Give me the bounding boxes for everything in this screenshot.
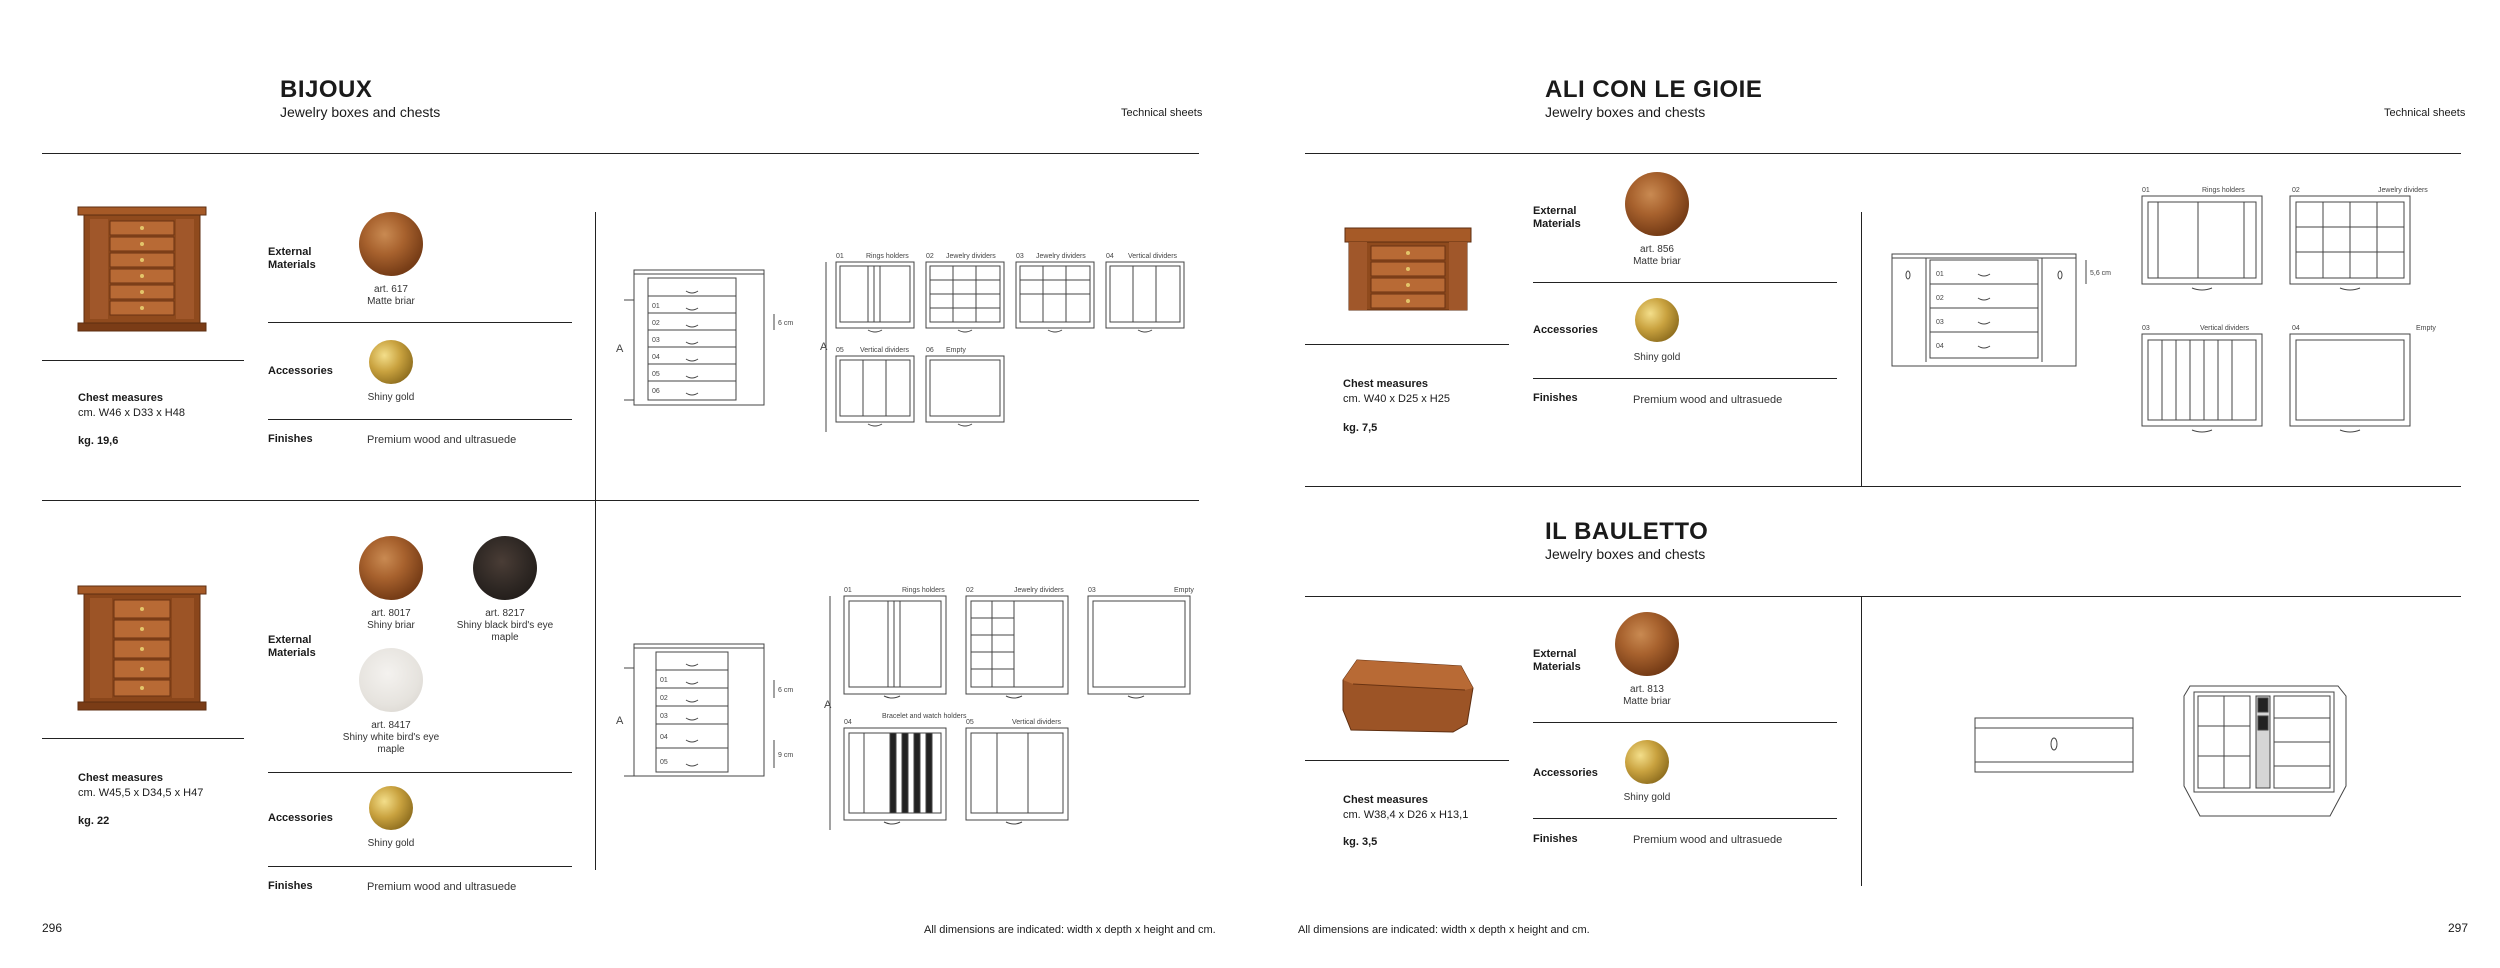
tray-03 <box>2142 325 2262 432</box>
divider <box>268 322 572 323</box>
svg-text:Empty: Empty <box>2416 325 2436 332</box>
divider <box>1305 760 1509 761</box>
tray-diagrams-3 <box>2140 186 2440 436</box>
svg-text:01: 01 <box>1936 271 1944 278</box>
technical-sheets-label: Technical sheets <box>1121 107 1203 119</box>
accessories-label: Accessories <box>1533 767 1598 779</box>
external-materials-label: External Materials <box>1533 205 1581 230</box>
header-divider <box>42 153 1199 154</box>
accessory-swatch-gold <box>369 786 413 830</box>
divider <box>1533 378 1837 379</box>
svg-text:02: 02 <box>660 695 668 702</box>
accessory-name: Shiny gold <box>367 392 415 403</box>
tray-05 <box>836 347 914 426</box>
accessory-name: Shiny gold <box>367 838 415 849</box>
svg-text:Vertical dividers: Vertical dividers <box>1128 253 1178 260</box>
material-name: Matte briar <box>1633 256 1681 267</box>
page-subtitle: Jewelry boxes and chests <box>1545 546 1706 562</box>
svg-text:A: A <box>616 715 624 727</box>
divider <box>268 772 572 773</box>
material-name: Shiny black bird's eye maple <box>456 620 554 643</box>
tray-04 <box>2290 325 2436 432</box>
svg-text:Rings holders: Rings holders <box>902 587 945 594</box>
finishes-value: Premium wood and ultrasuede <box>1633 834 1783 846</box>
svg-text:05: 05 <box>836 347 844 354</box>
svg-text:01: 01 <box>836 253 844 260</box>
material-swatch-shiny-briar <box>359 536 423 600</box>
svg-text:Vertical dividers: Vertical dividers <box>1012 719 1062 726</box>
page-title-il-bauletto: IL BAULETTO <box>1545 518 1709 545</box>
box-open-diagram-4 <box>2180 686 2350 820</box>
svg-text:Bracelet and watch holders: Bracelet and watch holders <box>882 713 967 720</box>
chest-front-diagram-1 <box>610 260 794 410</box>
product-photo-il-bauletto <box>1343 660 1473 732</box>
svg-text:Empty: Empty <box>946 347 966 354</box>
chest-measures-label: Chest measures <box>78 392 163 404</box>
material-art: art. 813 <box>1630 684 1664 695</box>
svg-text:5,6 cm: 5,6 cm <box>2090 270 2112 277</box>
material-art: art. 8417 <box>371 720 411 731</box>
svg-text:Empty: Empty <box>1174 587 1194 594</box>
tray-04 <box>844 713 967 824</box>
footer-note: All dimensions are indicated: width x depth x height and cm. <box>1298 924 1590 936</box>
svg-text:06: 06 <box>652 388 660 395</box>
material-name: Shiny briar <box>367 620 415 631</box>
material-name: Matte briar <box>367 296 415 307</box>
header-divider <box>1305 153 2461 154</box>
tray-01 <box>2142 187 2262 290</box>
product-divider <box>1305 486 2461 487</box>
divider <box>42 738 244 739</box>
tray-03 <box>1088 587 1194 698</box>
svg-text:Vertical dividers: Vertical dividers <box>2200 325 2250 332</box>
finishes-label: Finishes <box>268 880 313 892</box>
page-number: 296 <box>42 921 63 935</box>
svg-text:05: 05 <box>652 371 660 378</box>
divider <box>1533 282 1837 283</box>
svg-text:05: 05 <box>966 719 974 726</box>
chest-weight: kg. 22 <box>78 815 110 827</box>
finishes-label: Finishes <box>1533 833 1578 845</box>
material-swatch-black-maple <box>473 536 537 600</box>
svg-text:6 cm: 6 cm <box>778 320 794 327</box>
tray-01 <box>844 587 946 698</box>
chest-measures-value: cm. W38,4 x D26 x H13,1 <box>1343 809 1469 821</box>
chest-measures-value: cm. W40 x D25 x H25 <box>1343 393 1450 405</box>
svg-text:Vertical dividers: Vertical dividers <box>860 347 910 354</box>
tray-diagrams-2 <box>822 586 1202 836</box>
page-subtitle: Jewelry boxes and chests <box>1545 104 1706 120</box>
material-name: Shiny white bird's eye maple <box>342 732 440 755</box>
material-art: art. 8017 <box>371 608 411 619</box>
svg-text:02: 02 <box>652 320 660 327</box>
tray-diagrams-1 <box>818 252 1198 432</box>
material-art: art. 617 <box>374 284 408 295</box>
svg-text:01: 01 <box>660 677 668 684</box>
section-divider <box>1861 212 1862 486</box>
svg-text:A: A <box>824 699 832 711</box>
page-title-ali-con-le-gioie: ALI CON LE GIOIE <box>1545 76 1763 103</box>
chest-front-diagram-3 <box>1890 250 2112 370</box>
box-front-diagram-4 <box>1975 714 2135 776</box>
svg-text:02: 02 <box>926 253 934 260</box>
tray-05 <box>966 719 1068 824</box>
svg-text:Jewelry dividers: Jewelry dividers <box>2378 187 2428 194</box>
chest-measures-value: cm. W45,5 x D34,5 x H47 <box>78 787 204 799</box>
technical-sheets-label: Technical sheets <box>2384 107 2466 119</box>
accessories-label: Accessories <box>268 812 333 824</box>
product-photo-ali-con-le-gioie <box>1345 228 1471 314</box>
svg-text:Jewelry dividers: Jewelry dividers <box>946 253 996 260</box>
chest-weight: kg. 7,5 <box>1343 422 1378 434</box>
material-swatch-white-maple <box>359 648 423 712</box>
accessory-swatch-gold <box>1635 298 1679 342</box>
dimension-a: A <box>616 343 624 355</box>
material-art: art. 8217 <box>485 608 525 619</box>
accessories-label: Accessories <box>268 365 333 377</box>
divider <box>1305 344 1509 345</box>
chest-measures-value: cm. W46 x D33 x H48 <box>78 407 185 419</box>
chest-weight: kg. 19,6 <box>78 435 119 447</box>
footer-note: All dimensions are indicated: width x depth x height and cm. <box>924 924 1216 936</box>
page-title-bijoux: BIJOUX <box>280 76 373 103</box>
material-swatch-matte-briar <box>1625 172 1689 236</box>
divider <box>42 360 244 361</box>
svg-text:03: 03 <box>1016 253 1024 260</box>
svg-text:04: 04 <box>1936 343 1944 350</box>
svg-text:04: 04 <box>652 354 660 361</box>
finishes-value: Premium wood and ultrasuede <box>1633 394 1783 406</box>
svg-text:01: 01 <box>844 587 852 594</box>
accessories-label: Accessories <box>1533 324 1598 336</box>
svg-text:05: 05 <box>660 759 668 766</box>
svg-text:9 cm: 9 cm <box>778 752 794 759</box>
external-materials-label: External Materials <box>1533 648 1581 673</box>
svg-text:6 cm: 6 cm <box>778 687 794 694</box>
material-swatch-matte-briar <box>359 212 423 276</box>
material-art: art. 856 <box>1640 244 1674 255</box>
product-divider <box>42 500 1199 501</box>
svg-text:03: 03 <box>2142 325 2150 332</box>
chest-measures-label: Chest measures <box>1343 378 1428 390</box>
header-divider <box>1305 596 2461 597</box>
section-divider <box>1861 596 1862 886</box>
tray-04 <box>1106 253 1184 332</box>
divider <box>1533 818 1837 819</box>
svg-text:01: 01 <box>652 303 660 310</box>
svg-text:06: 06 <box>926 347 934 354</box>
section-divider <box>595 500 596 870</box>
tray-02 <box>2290 187 2428 290</box>
svg-text:04: 04 <box>660 734 668 741</box>
product-photo-bijoux-2 <box>78 586 206 710</box>
finishes-value: Premium wood and ultrasuede <box>367 434 517 446</box>
external-materials-label: External Materials <box>268 634 316 659</box>
divider <box>268 866 572 867</box>
tray-01 <box>836 253 914 332</box>
svg-text:Rings holders: Rings holders <box>866 253 909 260</box>
material-swatch-matte-briar <box>1615 612 1679 676</box>
svg-text:02: 02 <box>1936 295 1944 302</box>
external-materials-label: External Materials <box>268 246 316 271</box>
svg-text:01: 01 <box>2142 187 2150 194</box>
finishes-value: Premium wood and ultrasuede <box>367 881 517 893</box>
tray-06 <box>926 347 1004 426</box>
accessory-swatch-gold <box>369 340 413 384</box>
product-photo-bijoux-1 <box>78 207 206 331</box>
divider <box>1533 722 1837 723</box>
finishes-label: Finishes <box>268 433 313 445</box>
svg-text:A: A <box>820 341 828 353</box>
svg-text:04: 04 <box>1106 253 1114 260</box>
chest-measures-label: Chest measures <box>1343 794 1428 806</box>
page-subtitle: Jewelry boxes and chests <box>280 104 441 120</box>
accessory-name: Shiny gold <box>1623 792 1671 803</box>
svg-text:02: 02 <box>2292 187 2300 194</box>
tray-02 <box>966 587 1068 698</box>
svg-text:03: 03 <box>652 337 660 344</box>
divider <box>268 419 572 420</box>
chest-measures-label: Chest measures <box>78 772 163 784</box>
material-name: Matte briar <box>1623 696 1671 707</box>
accessory-name: Shiny gold <box>1633 352 1681 363</box>
page-number: 297 <box>2448 921 2469 935</box>
tray-02 <box>926 253 1004 332</box>
chest-weight: kg. 3,5 <box>1343 836 1378 848</box>
finishes-label: Finishes <box>1533 392 1578 404</box>
svg-text:Jewelry dividers: Jewelry dividers <box>1036 253 1086 260</box>
chest-front-diagram-2 <box>610 640 810 780</box>
svg-text:03: 03 <box>1936 319 1944 326</box>
section-divider <box>595 212 596 500</box>
svg-text:03: 03 <box>1088 587 1096 594</box>
svg-text:04: 04 <box>2292 325 2300 332</box>
svg-text:02: 02 <box>966 587 974 594</box>
accessory-swatch-gold <box>1625 740 1669 784</box>
svg-text:04: 04 <box>844 719 852 726</box>
svg-text:03: 03 <box>660 713 668 720</box>
svg-text:Jewelry dividers: Jewelry dividers <box>1014 587 1064 594</box>
tray-03 <box>1016 253 1094 332</box>
svg-text:Rings holders: Rings holders <box>2202 187 2245 194</box>
